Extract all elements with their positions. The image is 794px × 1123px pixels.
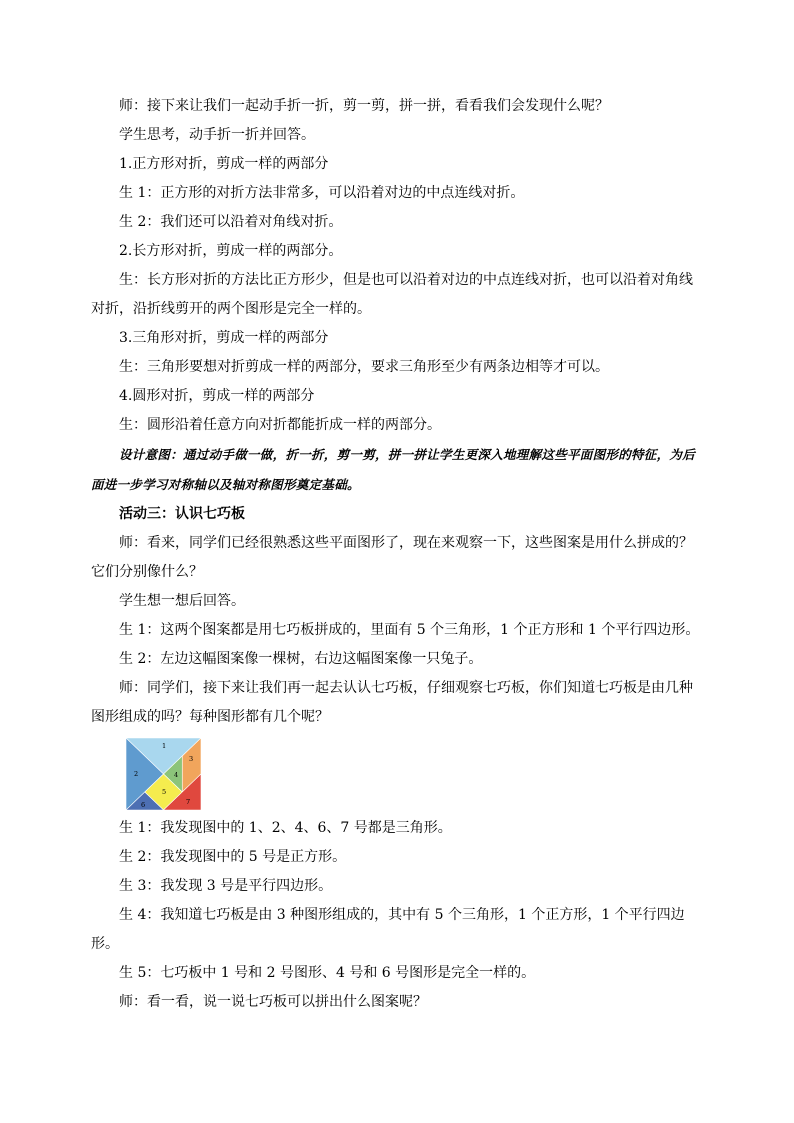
- paragraph: 学生思考，动手折一折并回答。: [119, 127, 315, 143]
- paragraph: 生 1：我发现图中的 1、2、4、6、7 号都是三角形。: [119, 820, 452, 836]
- paragraph: 生 2：我发现图中的 5 号是正方形。: [119, 849, 347, 865]
- section-heading: 2.长方形对折，剪成一样的两部分。: [119, 243, 343, 259]
- paragraph: 生：圆形沿着任意方向对折都能折成一样的两部分。: [119, 417, 441, 433]
- design-note: 设计意图：通过动手做一做，折一折，剪一剪，拼一拼让学生更深入地理解这些平面图形的特征，为后面进一步学习对称轴以及轴对称图形奠定基础。: [91, 447, 696, 492]
- tangram-label-2: 2: [134, 770, 139, 778]
- tangram-label-4: 4: [174, 771, 179, 779]
- paragraph: 师：接下来让我们一起动手折一折，剪一剪，拼一拼，看看我们会发现什么呢？: [119, 98, 609, 114]
- section-heading: 4.圆形对折，剪成一样的两部分: [119, 388, 315, 404]
- tangram-label-7: 7: [186, 798, 191, 806]
- paragraph: 生 2：我们还可以沿着对角线对折。: [119, 214, 343, 230]
- paragraph: 生 3：我发现 3 号是平行四边形。: [119, 878, 333, 894]
- tangram-figure: [126, 738, 201, 810]
- tangram-label-3: 3: [189, 755, 194, 763]
- paragraph: 生 2：左边这幅图案像一棵树，右边这幅图案像一只兔子。: [119, 651, 483, 667]
- tangram-image: [126, 738, 201, 810]
- paragraph: 师：看一看，说一说七巧板可以拼出什么图案呢？: [119, 994, 427, 1010]
- document-body: [91, 92, 700, 1017]
- paragraph: 师：看来，同学们已经很熟悉这些平面图形了，现在来观察一下，这些图案是用什么拼成的？它们分别像什么？: [91, 535, 693, 580]
- activity-title: 活动三：认识七巧板: [119, 506, 245, 522]
- paragraph: 生：长方形对折的方法比正方形少，但是也可以沿着对边的中点连线对折，也可以沿着对角线对折，沿折线剪开的两个图形是完全一样的。: [91, 272, 693, 317]
- section-heading: 3.三角形对折，剪成一样的两部分: [119, 330, 329, 346]
- paragraph: 生：三角形要想对折剪成一样的两部分，要求三角形至少有两条边相等才可以。: [119, 359, 609, 375]
- paragraph: 生 1：正方形的对折方法非常多，可以沿着对边的中点连线对折。: [119, 185, 525, 201]
- section-heading: 1.正方形对折，剪成一样的两部分: [119, 156, 329, 172]
- tangram-label-5: 5: [162, 788, 167, 796]
- paragraph: 学生想一想后回答。: [119, 593, 245, 609]
- paragraph: 生 4：我知道七巧板是由 3 种图形组成的，其中有 5 个三角形，1 个正方形，1 个平行四边形。: [91, 907, 685, 952]
- tangram-label-1: 1: [162, 742, 167, 750]
- paragraph: 生 5：七巧板中 1 号和 2 号图形、4 号和 6 号图形是完全一样的。: [119, 965, 536, 981]
- tangram-label-6: 6: [141, 801, 146, 809]
- paragraph: 师：同学们，接下来让我们再一起去认认七巧板，仔细观察七巧板，你们知道七巧板是由几种图形组成的吗？每种图形都有几个呢？: [91, 680, 693, 725]
- paragraph: 生 1：这两个图案都是用七巧板拼成的，里面有 5 个三角形，1 个正方形和 1 个平行四边形。: [119, 622, 700, 638]
